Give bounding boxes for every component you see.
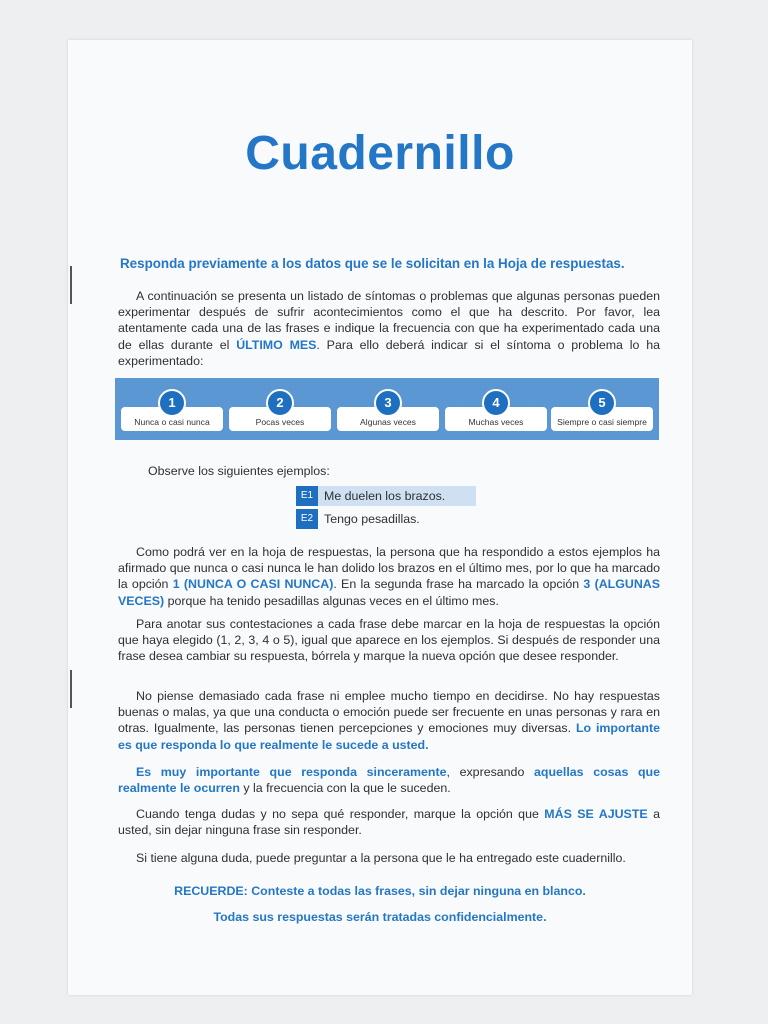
- paragraph-doubts: [118, 806, 660, 838]
- page-title: Cuadernillo: [245, 127, 515, 180]
- frequency-scale: [115, 378, 659, 440]
- scale-option-label: Pocas veces: [255, 417, 305, 427]
- paragraph-explanation: [118, 544, 660, 609]
- paragraph-sincerity: [118, 764, 660, 796]
- p5-text-2: y la frecuencia con la que le suceden.: [239, 781, 451, 796]
- scale-option-5: [551, 389, 653, 431]
- example-row-1: [296, 486, 476, 506]
- p6-highlight: MÁS SE AJUSTE: [544, 807, 648, 821]
- scale-option-label: Nunca o casi nunca: [134, 417, 210, 427]
- subtitle: Responda previamente a los datos que se le solicitan en la Hoja de respuestas.: [120, 256, 625, 271]
- example-row-2: [296, 509, 476, 529]
- p6-text-2: a usted, sin dejar ninguna frase sin responder.: [118, 807, 660, 838]
- scale-option-2: [229, 389, 331, 431]
- p2-highlight-1: 1 (NUNCA O CASI NUNCA): [172, 577, 334, 592]
- binding-mark-top: [70, 266, 72, 304]
- paragraph-advice: [118, 688, 660, 753]
- p5-highlight-2: aquellas cosas que realmente le ocurren: [118, 765, 660, 796]
- p2-text-3: porque ha tenido pesadillas algunas veces en el último mes.: [164, 593, 499, 608]
- reminder-line-1: RECUERDE: Conteste a todas las frases, sin dejar ninguna en blanco.: [174, 884, 586, 898]
- p5-text-1: , expresando: [446, 765, 534, 779]
- p6-text-1: Cuando tenga dudas y no sepa qué responder, marque la opción que: [136, 807, 545, 821]
- p4-text-1: No piense demasiado cada frase ni emplee mucho tiempo en decidirse. No hay respuestas buenas o malas, ya que una conducta o emoción puede ser frecuente en unas personas y rara en otras. Igualmente, las personas tienen percepciones y emociones muy diversas.: [118, 689, 660, 736]
- scale-option-3: [337, 389, 439, 431]
- scale-option-1: [121, 389, 223, 431]
- p2-text-1: Como podrá ver en la hoja de respuestas, la persona que ha respondido a estos ejemplos ha afirmado que nunca o casi nunca le han dolido los brazos en el último mes, por lo que ha marcado la opción: [118, 545, 660, 592]
- scale-option-label: Muchas veces: [468, 417, 524, 427]
- intro-text-1: A continuación se presenta un listado de síntomas o problemas que algunas personas pueden experimentar después de sufrir acontecimientos como el que ha descrito. Por favor, lea atentamente cada una de las frases e indique la frecuencia con que ha experimentado cada una de ellas durante el: [118, 289, 660, 352]
- document-page: [68, 40, 692, 995]
- paragraph-questions: Si tiene alguna duda, puede preguntar a la persona que le ha entregado este cuadernillo.: [136, 851, 626, 865]
- scale-option-number: 2: [266, 389, 294, 417]
- p4-highlight: Lo importante es que responda lo que realmente le sucede a usted.: [118, 721, 660, 752]
- example-text: Me duelen los brazos.: [324, 489, 446, 503]
- p2-text-2: . En la segunda frase ha marcado la opción: [333, 577, 584, 592]
- example-code: E1: [296, 486, 318, 506]
- intro-paragraph: [118, 288, 660, 369]
- reminder-line-2: Todas sus respuestas serán tratadas confidencialmente.: [213, 910, 547, 924]
- scale-option-label: Siempre o casi siempre: [557, 417, 647, 427]
- binding-mark-bottom: [70, 670, 72, 708]
- example-text: Tengo pesadillas.: [324, 512, 420, 526]
- example-code: E2: [296, 509, 318, 529]
- intro-highlight: ÚLTIMO MES: [236, 337, 317, 352]
- p2-highlight-2: 3 (ALGUNAS VECES): [118, 577, 660, 608]
- scale-option-4: [445, 389, 547, 431]
- p5-highlight-1: Es muy importante que responda sinceramente: [136, 765, 447, 779]
- paragraph-instructions: Para anotar sus contestaciones a cada frase debe marcar en la hoja de respuestas la opción que haya elegido (1, 2, 3, 4 o 5), igual que aparece en los ejemplos. Si después de responder una frase desea cambiar su respuesta, bórrela y marque la nueva opción que desee responder.: [118, 617, 660, 664]
- scale-option-number: 3: [374, 389, 402, 417]
- scale-option-number: 1: [158, 389, 186, 417]
- scale-option-label: Algunas veces: [360, 417, 416, 427]
- scale-option-number: 5: [588, 389, 616, 417]
- examples-intro: Observe los siguientes ejemplos:: [148, 464, 330, 478]
- intro-text-2: . Para ello deberá indicar si el síntoma o problema lo ha experimentado:: [118, 337, 660, 368]
- scale-option-number: 4: [482, 389, 510, 417]
